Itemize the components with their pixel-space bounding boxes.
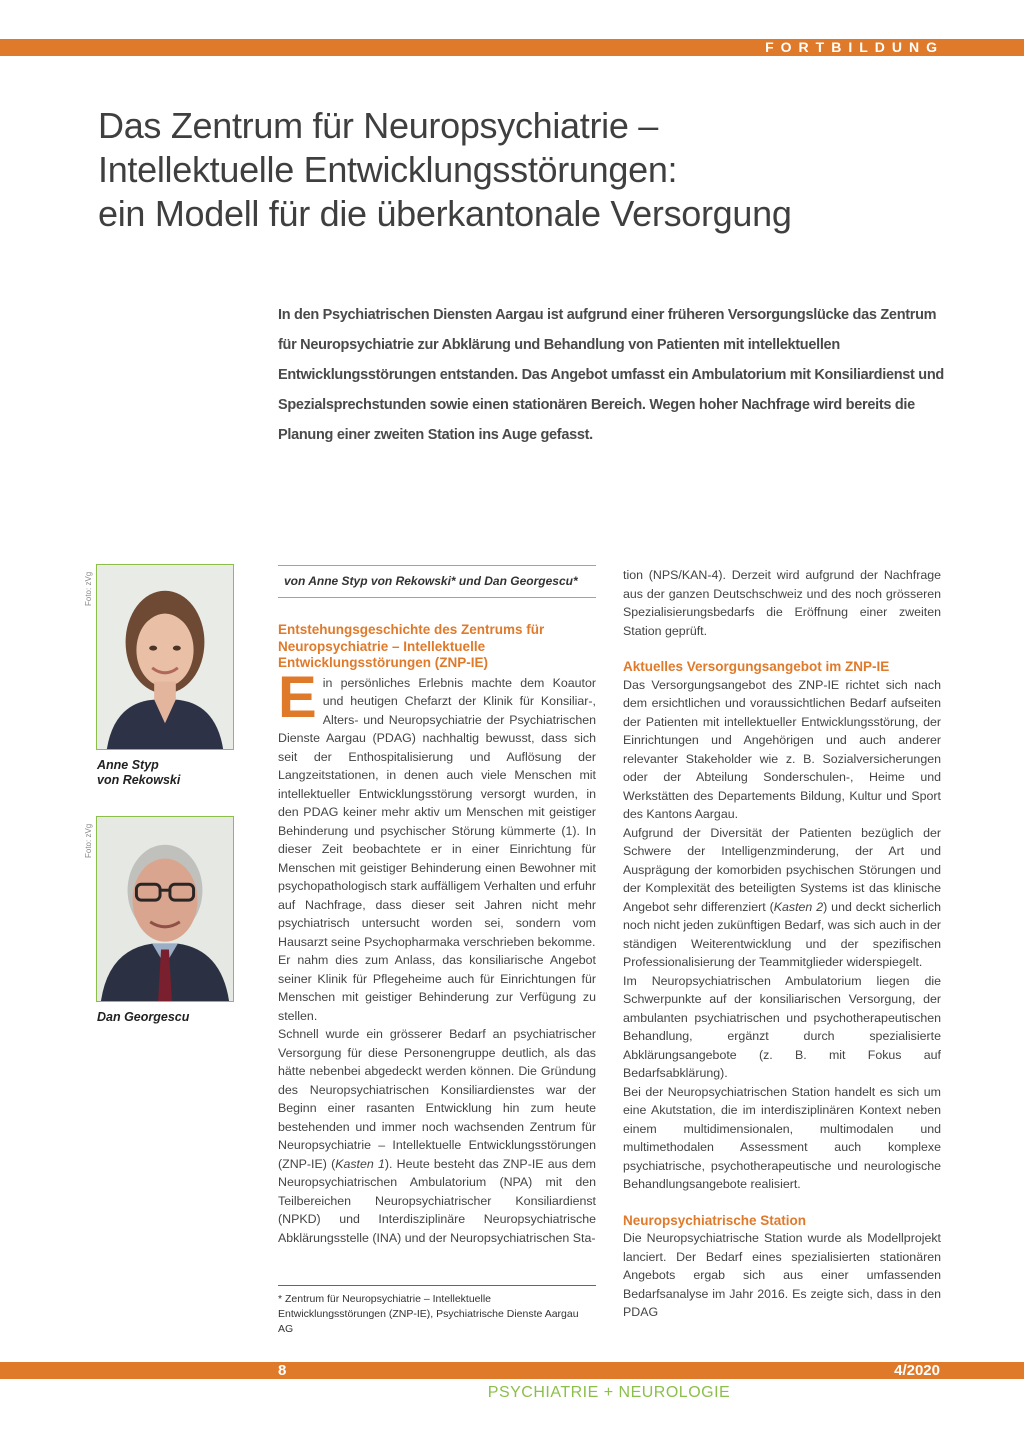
box-reference: Kasten 1 [335, 1156, 385, 1171]
caption-line: Anne Styp [97, 758, 159, 772]
paragraph: Bei der Neuropsychiatrischen Station handelt es sich um eine Akutstation, die im interdisziplinären Kontext neben einem multidimensionalen, multimodalen und multimethodalen Assessment auch komplexe psychiatrische, psychotherapeutische und neurologische Behandlungsangebote realisiert. [623, 1084, 941, 1191]
title-line: Intellektuelle Entwicklungsstörungen: [98, 149, 678, 190]
box-reference: Kasten 2 [773, 899, 824, 914]
paragraph: Das Versorgungsangebot des ZNP-IE richtet sich nach dem ersichtlichen und voraussichtlichen Bedarf aufseiten der Patienten mit intellektueller Entwicklungsstörung, der Einrichtungen und Angehörigen und auch anderer relevanter Stakeholder wie z. B. Sozialversicherungen oder der Abteilung Sonderschulen-, Heime und Werkstätten des Departements Bildung, Kultur und Sport des Kantons Aargau. [623, 677, 941, 821]
article-lead: In den Psychiatrischen Diensten Aargau ist aufgrund einer früheren Versorgungslücke das Zentrum für Neuropsychiatrie zur Abklärung und Behandlung von Patienten mit intellektuellen Entwicklungsstörungen entstanden. Das Angebot umfasst ein Ambulatorium mit Konsiliardienst und Spezialsprechstunden sowie einen stationären Bereich. Wegen hoher Nachfrage wird bereits die Planung einer zweiten Station ins Auge gefasst. [278, 307, 944, 443]
photo-credit: Foto: zVg [84, 571, 93, 606]
article-title [98, 104, 918, 236]
paragraph: tion (NPS/KAN-4). Derzeit wird aufgrund der Nachfrage aus der ganzen Deutschschweiz und des noch grösseren Spezialisierungsbedarfs die Eröffnung einer zweiten Station geprüft. [623, 568, 941, 638]
section-heading: Aktuelles Versorgungsangebot im ZNP-IE [623, 659, 890, 674]
paragraph: Im Neuropsychiatrischen Ambulatorium liegen die Schwerpunkte auf der konsiliarischen Versorgung, der ambulanten psychiatrischen und psychotherapeutischen Behandlung, ergänzt durch spezialisierte Abklärungsangebote (z. B. mit Fokus auf Bedarfsabklärung). [623, 973, 941, 1080]
paragraph-text: Aufgrund der Diversität der Patienten bezüglich der Schwere der Intelligenzminderung, der Art und Ausprägung der komorbiden psychischen Störungen und der Komplexität des beteiligten Systems ist das klinische Angebot sehr differenziert ( [623, 825, 941, 914]
paragraph-text: Schnell wurde ein grösserer Bedarf an psychiatrischer Versorgung für diese Personengruppe deutlich, als das hätte nebenbei abgedeckt werden können. Die Gründung des Neuropsychiatrischen Konsiliardienstes war der Beginn einer rasanten Entwicklung hin zum heute bestehenden und immer noch wachsenden Zentrum für Neuropsychiatrie – Intellektuelle Entwicklungsstörungen (ZNP-IE) ( [278, 1027, 596, 1171]
paragraph [278, 1025, 596, 1247]
section-heading: Entstehungsgeschichte des Zentrums für Neuropsychiatrie – Intellektuelle Entwicklungsstörungen (ZNP-IE) [278, 622, 545, 670]
byline [278, 565, 596, 598]
photo-caption-styp [97, 758, 180, 788]
photo-credit: Foto: zVg [84, 823, 93, 858]
issue-number: 4/2020 [894, 1362, 940, 1379]
paragraph-text: ) und deckt sicherlich noch nicht jeden zukünftigen Bedarf, was sich auch in der ständigen Weiterentwicklung und der spezifischen Professionalisierung der Teammitglieder widerspiegelt. [623, 899, 941, 969]
caption-line: von Rekowski [97, 773, 181, 787]
section-header-bar [0, 39, 1024, 56]
author-photo-styp [96, 564, 234, 750]
footer-bar [0, 1362, 1024, 1379]
text-column-1 [278, 622, 596, 1247]
caption-line: Dan Georgescu [97, 1010, 190, 1024]
journal-name: PSYCHIATRIE + NEUROLOGIE [487, 1384, 731, 1401]
author-photo-georgescu [96, 816, 234, 1002]
paragraph [278, 664, 596, 952]
section-label: FORTBILDUNG [765, 39, 944, 55]
byline-text: von Anne Styp von Rekowski* und Dan Georgescu* [284, 574, 578, 588]
section-heading: Neuropsychiatrische Station [623, 1212, 807, 1228]
text-column-2 [623, 566, 941, 1322]
paragraph-text: in persönliches Erlebnis machte dem Koautor und heutigen Chefarzt der Klinik für Konsiliar-, Alters- und Neuropsychiatrie der Psychiatrischen Dienste Aargau (PDAG) nachhaltig bewusst, dass sich seit der Enthospitalisierung und Auflösung der Langzeitstationen, in denen auch viele Menschen mit intellektueller Entwicklungsstörung versorgt wurden, in den PDAG keiner mehr aktiv um Menschen mit geistiger Behinderung und psychischer Störung kümmerte (1). In dieser Zeit beobachtete er in einer Einrichtung für Menschen mit geistiger Behinderung einen Bewohner mit psychopathologisch stark auffälligem Verhalten und erfuhr auf Nachfrage, dass dieser seit Jahren nicht mehr psychiatrisch untersucht worden sei, sondern vom Hausarzt seine Psychopharmaka verschrieben bekomme. [278, 675, 596, 949]
title-line: Das Zentrum für Neuropsychiatrie – [98, 105, 659, 146]
paragraph: Er nahm dies zum Anlass, das konsiliarische Angebot seiner Klinik für Pflegeheime auch für Einrichtungen für Menschen mit geistiger Behinderung zur Verfügung zu stellen. [278, 953, 596, 1023]
paragraph-text: ). Heute besteht das ZNP-IE aus dem Neuropsychiatrischen Ambulatorium (NPA) mit den Teilbereichen Neuropsychiatrischer Konsiliardienst (NPKD) und Interdisziplinäre Neuropsychiatrische Abklärungsstelle (INA) und der Neuropsychiatrischen Sta- [278, 1156, 597, 1245]
page-number: 8 [278, 1362, 287, 1379]
drop-cap: E [278, 664, 317, 730]
paragraph: Die Neuropsychiatrische Station wurde als Modellprojekt lanciert. Der Bedarf eines spezialisierten stationären Angebots ergab sich aus einer umfassenden Bedarfsanalyse im Jahr 2016. Es zeigte sich, dass in den PDAG [623, 1231, 941, 1319]
title-line: ein Modell für die überkantonale Versorgung [98, 193, 792, 234]
footnote-rule [278, 1285, 596, 1286]
paragraph [623, 824, 941, 972]
photo-caption-georgescu [97, 1010, 189, 1025]
footnote: * Zentrum für Neuropsychiatrie – Intellektuelle Entwicklungsstörungen (ZNP-IE), Psychiatrische Dienste Aargau AG [278, 1293, 579, 1335]
